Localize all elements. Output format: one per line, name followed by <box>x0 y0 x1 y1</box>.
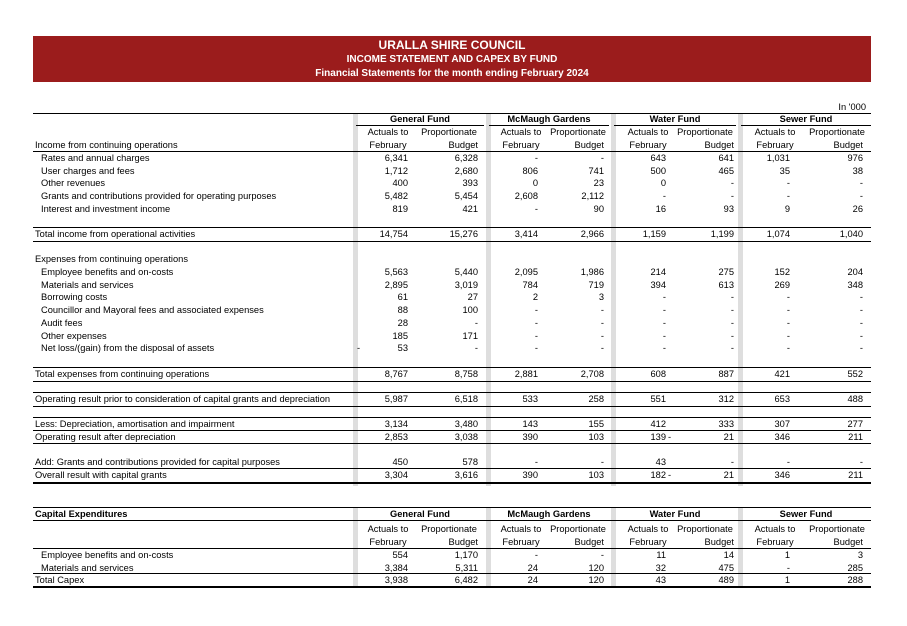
actuals-value: 2,095 <box>514 267 538 277</box>
col-header-actuals: February <box>629 537 667 547</box>
budget-value: - <box>600 317 604 328</box>
actuals-value: - <box>662 317 666 328</box>
budget-value: 120 <box>588 575 604 585</box>
budget-value: 288 <box>847 575 863 585</box>
budget-value: 285 <box>847 562 863 573</box>
actuals-value: - <box>534 153 538 163</box>
budget-value: 2,112 <box>581 191 604 202</box>
actuals-value: - <box>662 343 666 354</box>
budget-value: - <box>600 343 604 354</box>
budget-value: 489 <box>718 575 734 585</box>
row-label: Borrowing costs <box>41 292 108 303</box>
total-label: Total expenses from continuing operations <box>35 369 210 379</box>
result-label: Operating result prior to consideration of capital grants and depreciation <box>35 394 331 404</box>
budget-value: - <box>600 330 604 341</box>
actuals-value: 6,341 <box>384 153 408 163</box>
budget-value: 1,199 <box>710 229 734 239</box>
actuals-value: 43 <box>655 457 666 467</box>
actuals-value: 43 <box>655 575 666 585</box>
budget-value: 6,328 <box>454 153 478 163</box>
budget-value: 578 <box>462 457 478 467</box>
fund-header: Water Fund <box>649 114 701 124</box>
budget-value: 741 <box>588 165 604 176</box>
budget-value: 171 <box>462 330 478 341</box>
budget-value: 100 <box>462 305 478 316</box>
col-header-actuals: Actuals to <box>367 127 409 137</box>
budget-value: 488 <box>847 394 863 404</box>
col-header-budget: Proportionate <box>677 524 733 534</box>
budget-value: 3,480 <box>454 419 478 429</box>
budget-value: - <box>859 305 863 316</box>
actuals-value: - <box>786 292 790 303</box>
col-header-budget: Proportionate <box>677 127 733 137</box>
budget-value: 333 <box>718 419 734 429</box>
double-rule <box>33 586 871 588</box>
budget-value: 23 <box>593 178 604 189</box>
col-header-actuals: Actuals to <box>500 127 542 137</box>
budget-value: 3,019 <box>454 279 478 290</box>
col-header-actuals: Actuals to <box>627 524 669 534</box>
col-header-actuals: Actuals to <box>627 127 669 137</box>
budget-value: 5,454 <box>454 191 478 202</box>
budget-value: - <box>859 343 863 354</box>
col-header-actuals: February <box>502 537 540 547</box>
actuals-value: 394 <box>650 279 666 290</box>
col-header-actuals: February <box>369 140 407 150</box>
actuals-value: 214 <box>650 267 666 277</box>
actuals-value: 3,134 <box>384 419 408 429</box>
result-label: Operating result after depreciation <box>35 432 176 442</box>
budget-value: 2,708 <box>580 369 604 379</box>
actuals-value: 88 <box>397 305 408 316</box>
budget-value: - <box>730 343 734 354</box>
actuals-value: 5,987 <box>384 394 408 404</box>
budget-value: 103 <box>588 432 604 442</box>
budget-value: 14 <box>723 550 734 560</box>
budget-value: 312 <box>718 394 734 404</box>
col-header-budget: Budget <box>833 140 863 150</box>
budget-value: 120 <box>588 562 604 573</box>
actuals-value: 53 <box>397 343 408 354</box>
actuals-value: 24 <box>527 575 538 585</box>
report-period: Financial Statements for the month ending February 2024 <box>315 68 589 79</box>
budget-value: 976 <box>847 153 863 163</box>
budget-value: 90 <box>593 203 604 214</box>
row-label: Add: Grants and contributions provided for capital purposes <box>35 457 280 467</box>
actuals-value: - <box>662 330 666 341</box>
row-label: Materials and services <box>41 562 134 573</box>
actuals-value: 653 <box>774 394 790 404</box>
fund-header: McMaugh Gardens <box>507 509 591 519</box>
budget-value: 1,170 <box>454 550 478 560</box>
col-header-actuals: Actuals to <box>367 524 409 534</box>
actuals-value: 421 <box>774 369 790 379</box>
row-label: User charges and fees <box>41 165 135 176</box>
col-header-budget: Budget <box>574 537 604 547</box>
col-header-actuals: Actuals to <box>500 524 542 534</box>
fund-header: Sewer Fund <box>779 114 833 124</box>
actuals-value: 551 <box>650 394 666 404</box>
double-rule <box>33 482 871 484</box>
actuals-value: 1 <box>784 575 790 585</box>
budget-value: - <box>730 178 734 189</box>
fund-header: McMaugh Gardens <box>507 114 591 124</box>
budget-value: 1,986 <box>580 267 604 277</box>
actuals-value: 16 <box>655 203 666 214</box>
budget-value: 5,440 <box>454 267 478 277</box>
actuals-value: 412 <box>650 419 666 429</box>
actuals-value: 806 <box>522 165 538 176</box>
actuals-value: 390 <box>522 470 538 480</box>
actuals-value: - <box>786 562 790 573</box>
col-header-budget: Budget <box>448 537 478 547</box>
actuals-value: - <box>534 317 538 328</box>
budget-value: 21 <box>723 432 734 442</box>
actuals-value: 185 <box>392 330 408 341</box>
row-label: Audit fees <box>41 317 83 328</box>
actuals-value: 14,754 <box>379 229 408 239</box>
col-header-budget: Proportionate <box>809 127 865 137</box>
actuals-value: 61 <box>397 292 408 303</box>
actuals-value: 35 <box>779 165 790 176</box>
actuals-value: 0 <box>660 178 666 189</box>
actuals-value: - <box>786 343 790 354</box>
col-header-actuals: February <box>756 537 794 547</box>
actuals-value: - <box>662 305 666 316</box>
budget-value: 6,482 <box>454 575 478 585</box>
rule <box>33 443 871 444</box>
actuals-value: 3,414 <box>514 229 538 239</box>
budget-value: - <box>859 292 863 303</box>
budget-value: 27 <box>467 292 478 303</box>
fund-header: Sewer Fund <box>779 509 833 519</box>
actuals-value: 2 <box>532 292 538 303</box>
budget-value: 719 <box>588 279 604 290</box>
col-header-actuals: February <box>369 537 407 547</box>
col-header-actuals: February <box>756 140 794 150</box>
fund-header: General Fund <box>390 509 450 519</box>
budget-value: 1,040 <box>839 229 863 239</box>
actuals-value: - <box>786 330 790 341</box>
budget-value: 2,680 <box>454 165 478 176</box>
budget-value: 3,038 <box>454 432 478 442</box>
budget-value: 393 <box>462 178 478 189</box>
total-label: Total income from operational activities <box>35 229 196 239</box>
col-header-budget: Budget <box>833 537 863 547</box>
actuals-value: 450 <box>392 457 408 467</box>
budget-value: 8,758 <box>454 369 478 379</box>
actuals-value: 28 <box>397 317 408 328</box>
actuals-value: 1,712 <box>384 165 408 176</box>
budget-value: 21 <box>723 470 734 480</box>
council-name: URALLA SHIRE COUNCIL <box>378 38 526 52</box>
budget-value: 5,311 <box>455 562 478 573</box>
actuals-value: 784 <box>522 279 538 290</box>
actuals-value: - <box>786 317 790 328</box>
total-label: Total Capex <box>35 575 85 585</box>
sign-prefix: - <box>357 343 361 354</box>
actuals-value: 139 <box>650 432 666 442</box>
budget-value: 3 <box>857 550 863 560</box>
actuals-value: - <box>786 457 790 467</box>
actuals-value: 554 <box>392 550 408 560</box>
col-header-actuals: Actuals to <box>754 524 796 534</box>
budget-value: - <box>730 292 734 303</box>
budget-value: 277 <box>847 419 863 429</box>
actuals-value: 400 <box>392 178 408 189</box>
budget-value: 465 <box>718 165 734 176</box>
actuals-value: 9 <box>784 203 790 214</box>
actuals-value: - <box>534 343 538 354</box>
budget-value: - <box>600 305 604 316</box>
row-label: Councillor and Mayoral fees and associated expenses <box>41 305 264 316</box>
actuals-value: 643 <box>650 153 666 163</box>
budget-value: 3 <box>598 292 604 303</box>
actuals-value: 819 <box>392 203 408 214</box>
actuals-value: 24 <box>527 562 538 573</box>
actuals-value: 1,074 <box>766 229 790 239</box>
actuals-value: 390 <box>522 432 538 442</box>
budget-value: - <box>600 153 604 163</box>
budget-value: 275 <box>718 267 734 277</box>
col-header-budget: Budget <box>574 140 604 150</box>
col-header-budget: Budget <box>704 140 734 150</box>
budget-value: - <box>859 330 863 341</box>
budget-value: - <box>600 457 604 467</box>
col-header-actuals: Actuals to <box>754 127 796 137</box>
actuals-value: - <box>786 178 790 189</box>
budget-value: 641 <box>718 153 734 163</box>
actuals-value: - <box>662 292 666 303</box>
row-label: Employee benefits and on-costs <box>41 550 174 560</box>
budget-value: 613 <box>718 279 734 290</box>
budget-value: - <box>600 550 604 560</box>
actuals-value: 5,563 <box>384 267 408 277</box>
actuals-value: 1 <box>784 550 790 560</box>
actuals-value: - <box>786 191 790 202</box>
actuals-value: 32 <box>655 562 666 573</box>
actuals-value: 2,853 <box>384 432 408 442</box>
row-label: Interest and investment income <box>41 203 171 214</box>
actuals-value: 2,881 <box>514 369 538 379</box>
col-header-budget: Proportionate <box>421 524 477 534</box>
budget-value: 211 <box>848 470 863 480</box>
report-title: INCOME STATEMENT AND CAPEX BY FUND <box>346 54 558 65</box>
rule <box>33 381 871 382</box>
col-header-budget: Proportionate <box>809 524 865 534</box>
actuals-value: 1,159 <box>642 229 666 239</box>
sign-suffix: - <box>668 470 672 480</box>
units-label: In '000 <box>838 102 866 112</box>
rule <box>33 406 871 407</box>
actuals-value: 3,384 <box>384 562 408 573</box>
actuals-value: 8,767 <box>384 369 408 379</box>
actuals-value: - <box>534 330 538 341</box>
budget-value: 155 <box>588 419 604 429</box>
budget-value: - <box>730 317 734 328</box>
actuals-value: - <box>534 550 538 560</box>
budget-value: 552 <box>847 369 863 379</box>
budget-value: 2,966 <box>580 229 604 239</box>
actuals-value: 182 <box>650 470 666 480</box>
budget-value: - <box>730 191 734 202</box>
actuals-value: 1,031 <box>766 153 790 163</box>
row-label: Other expenses <box>41 330 107 341</box>
actuals-value: 346 <box>774 432 790 442</box>
actuals-value: 0 <box>532 178 538 189</box>
col-header-actuals: February <box>629 140 667 150</box>
budget-value: 211 <box>848 432 863 442</box>
col-header-actuals: February <box>502 140 540 150</box>
actuals-value: - <box>534 457 538 467</box>
budget-value: 348 <box>847 279 863 290</box>
col-header-budget: Budget <box>704 537 734 547</box>
actuals-value: - <box>534 203 538 214</box>
actuals-value: - <box>662 191 666 202</box>
budget-value: - <box>730 457 734 467</box>
col-header-budget: Proportionate <box>421 127 477 137</box>
budget-value: - <box>474 343 478 354</box>
actuals-value: 2,608 <box>514 191 538 202</box>
budget-value: 421 <box>462 203 478 214</box>
capex-title: Capital Expenditures <box>35 509 128 519</box>
expense-section-label: Expenses from continuing operations <box>35 254 188 264</box>
result-label: Overall result with capital grants <box>35 470 167 480</box>
actuals-value: - <box>786 305 790 316</box>
fund-header: General Fund <box>390 114 450 124</box>
budget-value: 475 <box>718 562 734 573</box>
row-label: Less: Depreciation, amortisation and impairment <box>35 419 235 429</box>
budget-value: 3,616 <box>454 470 478 480</box>
actuals-value: 307 <box>774 419 790 429</box>
row-label: Rates and annual charges <box>41 153 150 163</box>
budget-value: 38 <box>852 165 863 176</box>
actuals-value: 152 <box>774 267 790 277</box>
actuals-value: 346 <box>774 470 790 480</box>
row-label: Grants and contributions provided for operating purposes <box>41 191 277 202</box>
actuals-value: 269 <box>774 279 790 290</box>
budget-value: 93 <box>723 203 734 214</box>
sign-suffix: - <box>668 432 672 442</box>
col-header-budget: Budget <box>448 140 478 150</box>
budget-value: - <box>730 305 734 316</box>
col-header-budget: Proportionate <box>550 127 606 137</box>
budget-value: 26 <box>852 203 863 214</box>
fund-header: Water Fund <box>649 509 701 519</box>
actuals-value: 3,938 <box>384 575 408 585</box>
row-label: Employee benefits and on-costs <box>41 267 174 277</box>
actuals-value: 11 <box>656 550 666 560</box>
budget-value: - <box>859 317 863 328</box>
row-label: Materials and services <box>41 279 134 290</box>
actuals-value: 5,482 <box>384 191 408 202</box>
budget-value: - <box>730 330 734 341</box>
actuals-value: 533 <box>522 394 538 404</box>
actuals-value: - <box>534 305 538 316</box>
budget-value: 103 <box>588 470 604 480</box>
rule <box>33 241 871 242</box>
row-label: Other revenues <box>41 178 106 189</box>
budget-value: 204 <box>847 267 863 277</box>
col-header-budget: Proportionate <box>550 524 606 534</box>
budget-value: 15,276 <box>449 229 478 239</box>
budget-value: - <box>859 178 863 189</box>
budget-value: - <box>859 191 863 202</box>
income-section-label: Income from continuing operations <box>35 140 178 150</box>
budget-value: 6,518 <box>454 394 478 404</box>
actuals-value: 3,304 <box>384 470 408 480</box>
actuals-value: 2,895 <box>384 279 408 290</box>
budget-value: 887 <box>718 369 734 379</box>
rule <box>33 520 871 521</box>
budget-value: - <box>859 457 863 467</box>
budget-value: 258 <box>588 394 604 404</box>
actuals-value: 500 <box>650 165 666 176</box>
actuals-value: 608 <box>650 369 666 379</box>
row-label: Net loss/(gain) from the disposal of assets <box>41 343 215 354</box>
budget-value: - <box>474 317 478 328</box>
actuals-value: 143 <box>522 419 538 429</box>
